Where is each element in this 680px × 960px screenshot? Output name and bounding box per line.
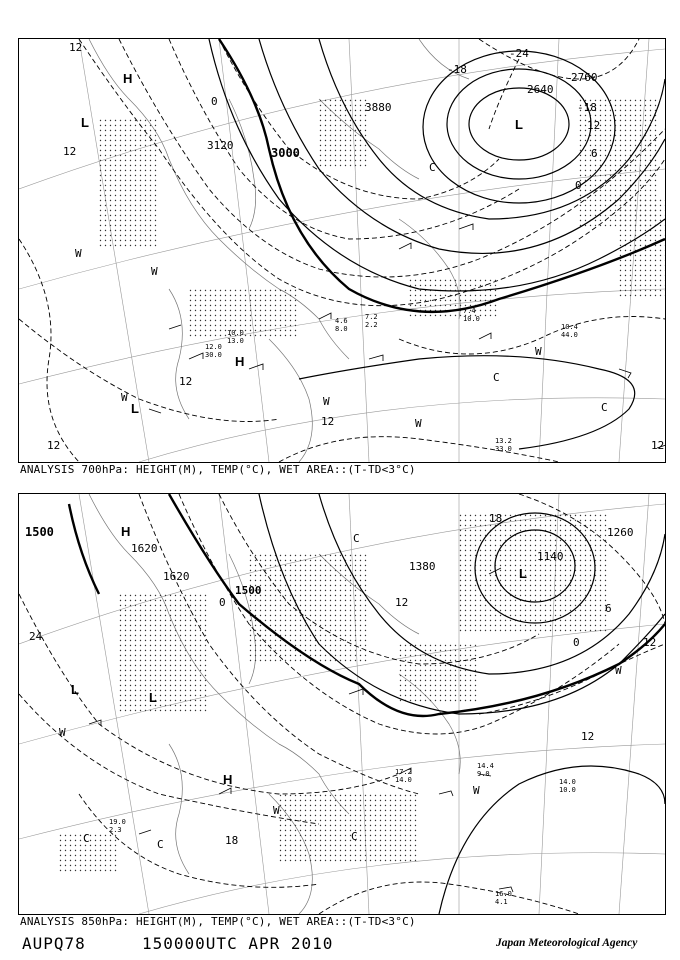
height-label: 2760 [571, 71, 598, 84]
station-temp: 10.0 [227, 329, 244, 337]
warm-area: W [151, 265, 158, 278]
isotherm-label: 12 [47, 439, 61, 452]
station-dewpoint: 9.0 [477, 770, 490, 778]
map-850hpa-svg [19, 494, 665, 914]
station-dewpoint: 33.0 [495, 445, 512, 453]
warm-area: W [273, 804, 280, 817]
contour-1500-west [69, 504, 99, 594]
height-label: 2640 [527, 83, 554, 96]
height-label: 1620 [131, 542, 158, 555]
isotherm-label: 0 [219, 596, 226, 609]
cold-area: C [429, 161, 436, 174]
station-dewpoint: 8.0 [335, 325, 348, 333]
map-700hpa-svg [19, 39, 665, 462]
cold-area: C [601, 401, 608, 414]
warm-area: W [415, 417, 422, 430]
isotherm-label: 12 [395, 596, 409, 609]
station-temp: 7.2 [365, 313, 378, 321]
agency-name: Japan Meteorological Agency [496, 937, 638, 949]
isotherm-label: 0 [575, 179, 582, 192]
warm-area: W [59, 726, 66, 739]
station-temp: 14.0 [559, 778, 576, 786]
height-label: 1140 [537, 550, 564, 563]
warm-area: W [535, 345, 542, 358]
isotherm-label: 12 [179, 375, 193, 388]
isotherm-label: -24 [509, 47, 529, 60]
station-temp: 4.6 [335, 317, 348, 325]
isotherm-label: 18 [225, 834, 239, 847]
low-center: L [515, 117, 523, 132]
warm-area: W [75, 247, 82, 260]
low-center: L [149, 690, 157, 705]
height-label: 1380 [409, 560, 436, 573]
station-temp: 14.4 [477, 762, 494, 770]
isotherm-label: -18 [577, 101, 597, 114]
station-dewpoint: 2.3 [109, 826, 122, 834]
warm-area: W [121, 391, 128, 404]
isotherm-label: 12 [581, 730, 595, 743]
height-label: 3120 [207, 139, 234, 152]
chart-code: AUPQ78 [22, 934, 86, 953]
cold-area: C [157, 838, 164, 851]
station-dewpoint: 10.0 [559, 786, 576, 794]
isotherm-label: 18 [489, 512, 503, 525]
valid-time: 150000UTC APR 2010 [142, 934, 334, 953]
isotherm-label: 12 [69, 41, 83, 54]
height-label: 1500 [235, 584, 262, 597]
isotherm-label: 6 [605, 602, 612, 615]
high-center: H [123, 71, 133, 86]
isotherm-label: 0 [573, 636, 580, 649]
station-dewpoint: 30.0 [205, 351, 222, 359]
isotherm-label: 12 [651, 439, 665, 452]
cold-area: C [83, 832, 90, 845]
station-dewpoint: 13.0 [227, 337, 244, 345]
isotherm-label: 12 [643, 636, 657, 649]
station-dewpoint: 14.0 [395, 776, 412, 784]
cold-area: C [493, 371, 500, 384]
station-temp: 7.4 [463, 307, 476, 315]
height-label: 1620 [163, 570, 190, 583]
warm-area: W [615, 664, 622, 677]
high-center: H [235, 354, 245, 369]
height-label: 1260 [607, 526, 634, 539]
low-center: L [519, 566, 527, 581]
isotherm-label: 24 [29, 630, 43, 643]
high-center: H [121, 524, 131, 539]
warm-area: W [473, 784, 480, 797]
isotherm-label: -18 [447, 63, 467, 76]
map-panel-700hpa [18, 38, 666, 463]
station-dewpoint: 10.0 [463, 315, 480, 323]
isotherm-label: 12 [321, 415, 335, 428]
height-label: 1500 [25, 525, 54, 539]
low-center: L [131, 401, 139, 416]
isotherm-label: 12 [587, 119, 601, 132]
station-dewpoint: 4.1 [495, 898, 508, 906]
station-temp: 19.0 [109, 818, 126, 826]
station-temp: 12.0 [205, 343, 222, 351]
station-temp: 17.2 [395, 768, 412, 776]
station-temp: 13.2 [495, 437, 512, 445]
station-temp: 16.0 [495, 890, 512, 898]
station-dewpoint: 2.2 [365, 321, 378, 329]
caption-700hpa: ANALYSIS 700hPa: HEIGHT(M), TEMP(°C), WET AREA::(T-TD<3°C) [20, 463, 416, 476]
low-center: L [81, 115, 89, 130]
high-center: H [223, 772, 233, 787]
caption-850hpa: ANALYSIS 850hPa: HEIGHT(M), TEMP(°C), WET AREA::(T-TD<3°C) [20, 915, 416, 928]
warm-area: W [323, 395, 330, 408]
isotherm-label: 0 [211, 95, 218, 108]
isotherm-label: 12 [63, 145, 77, 158]
height-label: 3880 [365, 101, 392, 114]
height-label: 3000 [271, 146, 300, 160]
map-panel-850hpa [18, 493, 666, 915]
cold-area: C [353, 532, 360, 545]
cold-area: C [351, 830, 358, 843]
station-dewpoint: 44.0 [561, 331, 578, 339]
isotherm-label: 6 [591, 147, 598, 160]
low-center: L [71, 682, 79, 697]
station-temp: 10.4 [561, 323, 578, 331]
